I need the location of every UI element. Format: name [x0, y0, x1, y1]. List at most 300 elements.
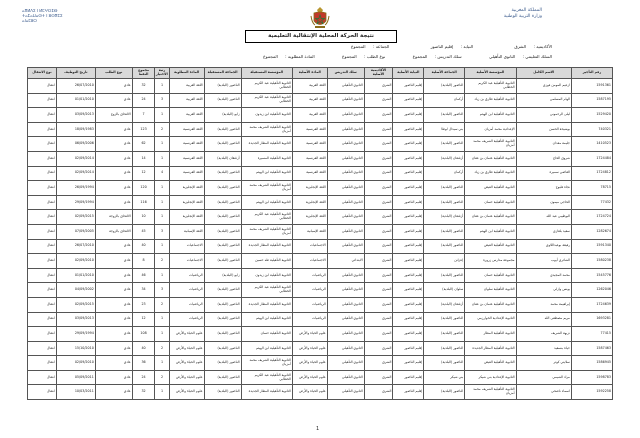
table-cell: أركمان: [424, 166, 465, 181]
table-cell: 24: [132, 93, 155, 108]
table-cell: 29/09/1994: [56, 327, 95, 342]
table-header-row: [28, 68, 613, 79]
table-cell: الناضور (البلدية): [204, 93, 241, 108]
table-cell: الثانوي التأهيلي: [327, 137, 364, 152]
table-cell: الابتدائي: [327, 254, 364, 269]
column-header: مجموع النقط: [132, 68, 155, 79]
table-cell: نجاة فليوح: [516, 181, 571, 196]
table-cell: الثانوية التأهيلية الشريف محمد أمزيان: [241, 122, 292, 137]
table-cell: الثانوي التأهيلي: [327, 312, 364, 327]
table-cell: 1724639: [571, 297, 612, 312]
table-cell: انتقال: [28, 297, 57, 312]
table-row: [28, 224, 613, 239]
table-cell: 1410523: [571, 137, 612, 152]
table-cell: 03/09/2013: [56, 108, 95, 123]
table-cell: محمد المجيدي: [516, 268, 571, 283]
table-cell: علوم الحياة والأرض: [292, 341, 327, 356]
table-cell: الناضور (البلدية): [424, 356, 465, 371]
header-right-text: [504, 8, 542, 20]
table-cell: الثانوية التأهيلية عبد الكريم الخطابي: [241, 93, 292, 108]
table-cell: إقليم الناضور: [393, 166, 424, 181]
table-cell: 77432: [571, 195, 612, 210]
table-cell: الالتحاق بالزوجة: [95, 210, 132, 225]
table-cell: علوم الحياة والأرض: [169, 385, 204, 400]
table-cell: الثانوي التأهيلي: [327, 239, 364, 254]
column-header: الجماعة المستقبلة: [204, 68, 241, 79]
table-cell: نزيهة الشريف: [516, 327, 571, 342]
table-cell: الشرق: [364, 122, 393, 137]
column-header: نوع الطلب: [95, 68, 132, 79]
table-cell: الشرق: [364, 195, 393, 210]
table-cell: علوم الحياة والأرض: [169, 370, 204, 385]
info-label: الأكاديمية :: [533, 44, 552, 49]
table-cell: الشرق: [364, 268, 393, 283]
table-cell: الثانوية التأهيلية عثمان بن عفان: [465, 210, 516, 225]
header-right-line: وزارة التربية الوطنية: [503, 14, 542, 19]
table-cell: الناضور (البلدية): [204, 239, 241, 254]
table-cell: 1580238: [571, 254, 612, 269]
column-header: الجماعة الأصلية: [424, 68, 465, 79]
table-cell: الثانوية التأهيلية عبد الكريم الخطابي: [465, 79, 516, 94]
table-cell: بني سيدال لوطا: [424, 122, 465, 137]
table-cell: اللغة الفرنسية: [169, 122, 204, 137]
column-header: رقم التأجير: [571, 68, 612, 79]
table-cell: الثانوي التأهيلي: [327, 385, 364, 400]
table-cell: الثانوية التأهيلية حسان: [241, 327, 292, 342]
table-cell: الناضور (البلدية): [204, 254, 241, 269]
table-cell: الثانوية التأهيلية المطار الجديدة: [241, 239, 292, 254]
column-header: المادة الأصلية: [292, 68, 327, 79]
table-cell: عادي: [95, 122, 132, 137]
table-cell: 1724812: [571, 166, 612, 181]
table-cell: إقليم الناضور: [393, 356, 424, 371]
table-cell: الثانوية التأهيلية المطار الجديدة: [241, 385, 292, 400]
table-cell: الثانوي التأهيلي: [327, 151, 364, 166]
table-cell: الثانوي التأهيلي: [327, 93, 364, 108]
table-cell: إقليم الناضور: [393, 268, 424, 283]
table-cell: الشرق: [364, 79, 393, 94]
table-cell: الثانوية التأهيلية المطار الجديدة: [241, 137, 292, 152]
table-cell: 1: [155, 239, 169, 254]
table-cell: الناضور (البلدية): [204, 166, 241, 181]
table-row: [28, 356, 613, 371]
table-cell: الثانوية التأهيلية طه حسين: [241, 254, 292, 269]
table-cell: سلايتي كوثر: [516, 356, 571, 371]
table-cell: الثانوي التأهيلي: [327, 122, 364, 137]
table-cell: الشرق: [364, 312, 393, 327]
table-cell: الشرق: [364, 327, 393, 342]
table-cell: ليلى الرحموني: [516, 108, 571, 123]
table-cell: 8: [132, 254, 155, 269]
table-cell: بني شيكر: [424, 370, 465, 385]
table-cell: 1587463: [571, 341, 612, 356]
table-cell: 10/03/2011: [56, 385, 95, 400]
table-cell: الثانوية التأهيلية عثمان بن عفان: [465, 297, 516, 312]
table-cell: إبراهيمة محمد: [516, 297, 571, 312]
table-cell: 10: [132, 210, 155, 225]
table-cell: الناضور (البلدية): [204, 224, 241, 239]
table-cell: حياة بنسعيد: [516, 341, 571, 356]
table-cell: 1: [155, 195, 169, 210]
table-cell: الثانوية التأهيلية المطار الجديدة: [465, 341, 516, 356]
table-cell: الناضور (البلدية): [204, 312, 241, 327]
table-cell: اللغة الفرنسية: [292, 151, 327, 166]
table-row: [28, 108, 613, 123]
table-cell: الثانوية التأهيلية الشريف محمد أمزيان: [241, 356, 292, 371]
table-row: [28, 239, 613, 254]
table-cell: الثانوية التأهيلية الشريف محمد أمزيان: [241, 181, 292, 196]
table-cell: انتقال: [28, 356, 57, 371]
table-cell: الناضور (البلدية): [424, 327, 465, 342]
info-value: إقليم الناضور: [430, 44, 454, 49]
info-label: سلك التدريس :: [434, 54, 462, 59]
column-header: الاسم الكامل: [516, 68, 571, 79]
table-cell: الناضور (البلدية): [204, 122, 241, 137]
table-cell: اللغة الإنجليزية: [292, 181, 327, 196]
table-cell: الثانوية التأهيلية ابن الهيثم: [241, 166, 292, 181]
table-cell: 01/01/2010: [56, 93, 95, 108]
table-cell: عادي: [95, 268, 132, 283]
table-row: [28, 268, 613, 283]
column-header: رتبة الاختيار: [155, 68, 169, 79]
table-cell: 34: [132, 283, 155, 298]
table-cell: رفيقة بوعبداللاوي: [516, 239, 571, 254]
table-cell: 2: [155, 370, 169, 385]
table-cell: عادي: [95, 283, 132, 298]
table-cell: انتقال: [28, 210, 57, 225]
table-cell: زايو (البلدية): [204, 268, 241, 283]
table-cell: الشرق: [364, 166, 393, 181]
table-cell: عادي: [95, 239, 132, 254]
table-cell: اللغة الفرنسية: [292, 122, 327, 137]
table-cell: 05/09/2011: [56, 370, 95, 385]
column-header: الأكاديمية الأصلية: [364, 68, 393, 79]
table-cell: الالتحاق بالزوجة: [95, 224, 132, 239]
table-cell: 1591361: [571, 79, 612, 94]
table-cell: الناضور (البلدية): [204, 195, 241, 210]
table-cell: الرياضيات: [169, 268, 204, 283]
table-cell: 03/09/2013: [56, 312, 95, 327]
table-cell: 24: [132, 370, 155, 385]
table-cell: 18/09/1983: [56, 122, 95, 137]
table-cell: انتقال: [28, 239, 57, 254]
table-cell: اسماء ناصحي: [516, 385, 571, 400]
table-cell: انتقال: [28, 224, 57, 239]
table-row: [28, 195, 613, 210]
table-cell: 02/09/2015: [56, 210, 95, 225]
table-cell: 45: [132, 224, 155, 239]
table-cell: إقليم الناضور: [393, 283, 424, 298]
info-value: الثانوي التأهيلي: [488, 54, 516, 59]
table-cell: 01/01/2010: [56, 268, 95, 283]
table-cell: الناضور (البلدية): [424, 79, 465, 94]
table-cell: الناضور (البلدية): [204, 181, 241, 196]
table-cell: 15/10/2010: [56, 341, 95, 356]
table-cell: علوم الحياة والأرض: [292, 370, 327, 385]
table-cell: اللغة الفرنسية: [169, 166, 204, 181]
table-cell: الثانوي التأهيلي: [327, 79, 364, 94]
column-header: المادة المطلوبة: [169, 68, 204, 79]
table-cell: 40: [132, 239, 155, 254]
table-cell: انتقال: [28, 108, 57, 123]
table-cell: جليمة معدان: [516, 137, 571, 152]
table-cell: إقليم الناضور: [393, 385, 424, 400]
table-cell: 7: [132, 108, 155, 123]
table-cell: عادي: [95, 93, 132, 108]
table-cell: 3: [155, 93, 169, 108]
table-cell: اللغة الإنجليزية: [169, 210, 204, 225]
table-cell: أركمان: [424, 93, 465, 108]
table-cell: الناضور (البلدية): [204, 297, 241, 312]
table-cell: الالتحاق بالزوج: [95, 108, 132, 123]
table-cell: إقليم الناضور: [393, 181, 424, 196]
table-cell: انتقال: [28, 122, 57, 137]
table-cell: انتقال: [28, 268, 57, 283]
table-cell: الناضور (البلدية): [424, 341, 465, 356]
table-cell: 1545776: [571, 268, 612, 283]
table-cell: عادي: [95, 370, 132, 385]
table-cell: انتقال: [28, 181, 57, 196]
table-cell: الثانوية التأهيلية سلوان: [465, 283, 516, 298]
table-cell: الثانوي التأهيلي: [327, 327, 364, 342]
table-cell: ازعيم المومن فوزي: [516, 79, 571, 94]
table-cell: 3: [155, 224, 169, 239]
table-row: [28, 93, 613, 108]
info-label: نوع الطلب :: [364, 54, 386, 59]
table-cell: 1: [155, 181, 169, 196]
table-cell: اللغة العربية: [169, 79, 204, 94]
column-header: تاريخ التوظيف: [56, 68, 95, 79]
table-cell: إقليم الناضور: [393, 210, 424, 225]
table-cell: 120: [132, 181, 155, 196]
table-cell: علوم الحياة والأرض: [169, 327, 204, 342]
table-row: [28, 341, 613, 356]
table-cell: الناضور (البلدية): [204, 356, 241, 371]
table-cell: اللغة العربية: [169, 93, 204, 108]
table-cell: الثانوي التأهيلي: [327, 341, 364, 356]
table-cell: الشرق: [364, 210, 393, 225]
table-cell: 123: [132, 122, 155, 137]
table-cell: 1587195: [571, 93, 612, 108]
table-cell: الثانوية التأهيلية الفيض: [465, 239, 516, 254]
table-cell: 02/09/2010: [56, 254, 95, 269]
column-header: النيابة الأصلية: [393, 68, 424, 79]
table-cell: اللغة العربية: [169, 108, 204, 123]
page-number: 1: [316, 426, 320, 432]
table-cell: 740321: [571, 122, 612, 137]
table-cell: انتقال: [28, 195, 57, 210]
table-cell: الناضور (البلدية): [424, 181, 465, 196]
table-cell: الثانوي التأهيلي: [327, 210, 364, 225]
table-cell: الهام المسلمي: [516, 93, 571, 108]
table-cell: الثانوية التأهيلية عبد الكريم الخطابي: [241, 210, 292, 225]
table-cell: 1: [155, 356, 169, 371]
table-cell: الرياضيات: [169, 297, 204, 312]
table-cell: انتقال: [28, 166, 57, 181]
table-cell: الناضور (البلدية): [204, 327, 241, 342]
table-cell: الحاجي ميمون: [516, 195, 571, 210]
transfer-results-table: [27, 67, 613, 400]
table-cell: الشرق: [364, 370, 393, 385]
table-cell: 02/09/2014: [56, 166, 95, 181]
table-cell: 116: [132, 195, 155, 210]
table-cell: 32: [132, 385, 155, 400]
table-cell: انتقال: [28, 151, 57, 166]
table-row: [28, 79, 613, 94]
table-cell: الرياضيات: [292, 312, 327, 327]
table-row: [28, 254, 613, 269]
table-cell: اللغة العربية: [292, 108, 327, 123]
table-body: [28, 79, 613, 400]
table-cell: الناضور (البلدية): [204, 341, 241, 356]
table-cell: الرياضيات: [292, 283, 327, 298]
column-header: المؤسسة المستقبلة: [241, 68, 292, 79]
table-cell: عادي: [95, 312, 132, 327]
table-cell: 2: [155, 122, 169, 137]
table-cell: 46: [132, 268, 155, 283]
table-cell: الثانوي التأهيلي: [327, 297, 364, 312]
table-cell: اللغة الإنجليزية: [292, 210, 327, 225]
table-cell: عادي: [95, 79, 132, 94]
table-cell: 04/09/2002: [56, 283, 95, 298]
table-cell: يونس وازلي: [516, 283, 571, 298]
table-cell: الثانوي التأهيلي: [327, 166, 364, 181]
table-cell: الرياضيات: [169, 283, 204, 298]
table-cell: الاجتماعيات: [292, 254, 327, 269]
table-cell: عادي: [95, 327, 132, 342]
table-cell: 12: [132, 312, 155, 327]
table-cell: إقليم الناضور: [393, 312, 424, 327]
table-cell: إقليم الناضور: [393, 370, 424, 385]
table-cell: الناضور (البلدية): [204, 137, 241, 152]
table-cell: الثانوية التأهيلية المسيرة: [241, 151, 292, 166]
table-cell: انتقال: [28, 370, 57, 385]
table-row: [28, 327, 613, 342]
table-cell: عادي: [95, 151, 132, 166]
table-cell: 2: [155, 254, 169, 269]
table-cell: 40: [132, 341, 155, 356]
table-cell: الشرق: [364, 385, 393, 400]
table-cell: الثانوية التأهيلية المطار الجديدة: [241, 297, 292, 312]
info-value: المجموع: [263, 54, 278, 59]
table-cell: الثانوية التأهيلية حسان: [465, 268, 516, 283]
table-cell: الشرق: [364, 356, 393, 371]
table-cell: الثانوية التأهيلية عبد الكريم الخطابي: [241, 79, 292, 94]
table-cell: عادي: [95, 254, 132, 269]
table-cell: انتقال: [28, 327, 57, 342]
table-cell: إقليم الناضور: [393, 151, 424, 166]
table-cell: أزغنغان (البلدية): [424, 210, 465, 225]
table-cell: 1693281: [571, 312, 612, 327]
table-cell: الرياضيات: [292, 297, 327, 312]
table-cell: انتقال: [28, 254, 57, 269]
table-cell: إقليم الناضور: [393, 224, 424, 239]
table-cell: اللغة الإنجليزية: [169, 195, 204, 210]
table-cell: اللغة العربية: [292, 79, 327, 94]
info-label: المادة المطلوبة :: [285, 54, 315, 59]
table-cell: 1282674: [571, 224, 612, 239]
table-cell: الثانوي التأهيلي: [327, 268, 364, 283]
table-cell: 77415: [571, 327, 612, 342]
table-cell: الناضور (البلدية): [424, 137, 465, 152]
table-cell: الرياضيات: [292, 268, 327, 283]
info-value: الشرق: [514, 44, 527, 49]
table-cell: الثانوية التأهيلية ابن الهيثم: [465, 224, 516, 239]
table-cell: الشرق: [364, 137, 393, 152]
table-cell: مريم مصطفى الله: [516, 312, 571, 327]
table-cell: الاجتماعيات: [169, 254, 204, 269]
table-cell: الثانوي التأهيلي: [327, 370, 364, 385]
table-cell: إقليم الناضور: [393, 327, 424, 342]
table-cell: 2: [155, 341, 169, 356]
table-cell: الثانوي التأهيلي: [327, 108, 364, 123]
info-value: المجموع: [342, 54, 357, 59]
table-cell: إعزانن: [424, 254, 465, 269]
table-cell: الثانوية التأهيلية ابن الهيثم: [241, 195, 292, 210]
table-row: [28, 312, 613, 327]
table-cell: 1262046: [571, 283, 612, 298]
table-cell: اللغة الفرنسية: [169, 151, 204, 166]
table-cell: الشرق: [364, 93, 393, 108]
table-cell: الثانوي التأهيلي: [327, 356, 364, 371]
table-cell: 1: [155, 108, 169, 123]
table-row: [28, 122, 613, 137]
table-cell: الناضور (البلدية): [424, 385, 465, 400]
table-cell: أزغنغان (البلدية): [204, 151, 241, 166]
table-cell: الناضور (البلدية): [424, 224, 465, 239]
table-row: [28, 181, 613, 196]
table-cell: اللغة الفرنسية: [292, 166, 327, 181]
table-cell: علوم الحياة والأرض: [169, 356, 204, 371]
table-cell: 1: [155, 79, 169, 94]
header-right-line: المملكة المغربية: [511, 8, 542, 13]
table-cell: الشرق: [364, 297, 393, 312]
table-cell: 32: [132, 79, 155, 94]
document-title: نتيجة الحركة المحلية الإنتقالية التعليمية: [245, 30, 397, 43]
kingdom-emblem-icon: [310, 6, 330, 30]
table-cell: انتقال: [28, 137, 57, 152]
table-cell: 1: [155, 210, 169, 225]
table-cell: 62: [132, 137, 155, 152]
table-cell: الناضور (البلدية): [424, 108, 465, 123]
table-cell: 12: [132, 166, 155, 181]
table-cell: مراد الشيمي: [516, 370, 571, 385]
table-cell: الثانوية التأهيلية الفيض: [465, 356, 516, 371]
table-cell: 1: [155, 268, 169, 283]
table-cell: الناضور (البلدية): [424, 268, 465, 283]
table-cell: انتقال: [28, 79, 57, 94]
table-cell: إقليم الناضور: [393, 79, 424, 94]
table-row: [28, 210, 613, 225]
table-cell: الثانوية التأهيلية عثمان بن عفان: [465, 151, 516, 166]
table-cell: الشائري أيوب: [516, 254, 571, 269]
column-header: المؤسسة الأصلية: [465, 68, 516, 79]
table-cell: البوطيبي عبد الله: [516, 210, 571, 225]
table-cell: الثانوية التأهيلية الشريف محمد أمزيان: [241, 224, 292, 239]
column-header: نوع الانتقال: [28, 68, 57, 79]
table-cell: الشرق: [364, 224, 393, 239]
table-cell: الناضور (البلدية): [204, 370, 241, 385]
table-cell: علوم الحياة والأرض: [292, 327, 327, 342]
header-left-line: ⴰⵏⴰⵎⵓⵔ: [22, 18, 37, 23]
table-cell: اللغة الإنجليزية: [169, 181, 204, 196]
header-left-line: ⴰⴳⵍⴷⵉ ⵏ ⵍⵎⵖⵔⵉⴱ: [22, 8, 58, 13]
table-cell: علوم الحياة والأرض: [292, 385, 327, 400]
table-cell: اللغة الإنجليزية: [292, 195, 327, 210]
table-cell: 1: [155, 137, 169, 152]
table-cell: 23: [132, 297, 155, 312]
table-cell: عادي: [95, 137, 132, 152]
